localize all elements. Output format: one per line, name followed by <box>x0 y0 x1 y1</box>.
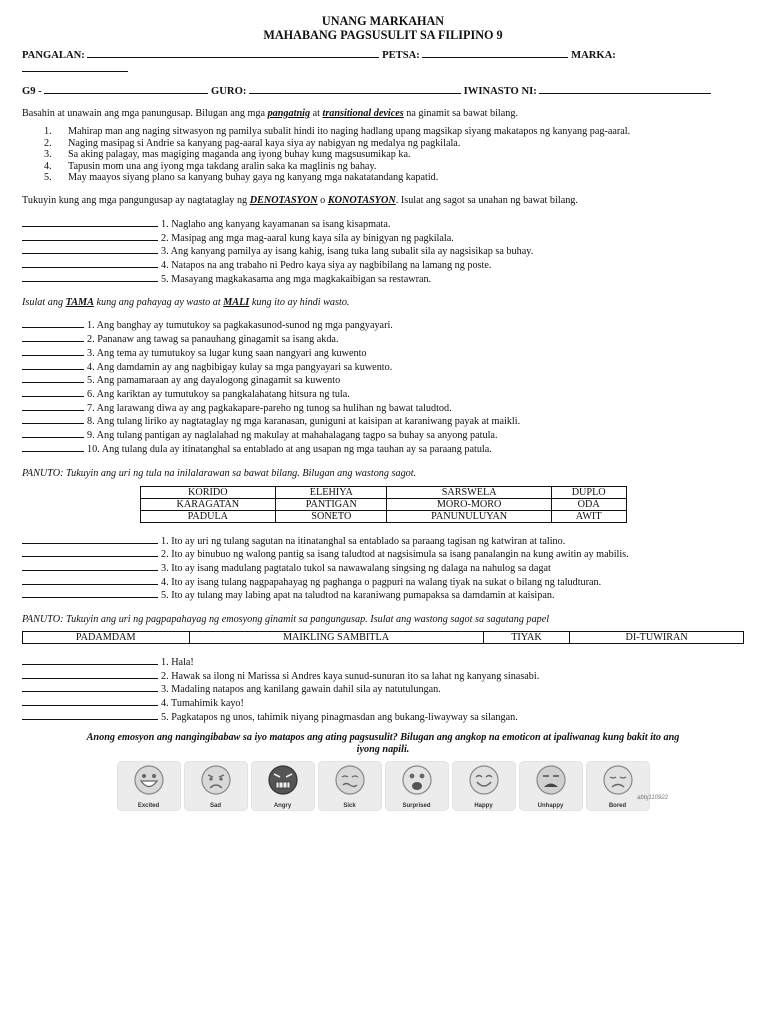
emoticon-sad[interactable] <box>184 761 248 811</box>
emoticon-label: Sick <box>343 802 356 809</box>
answer-blank[interactable] <box>22 534 158 544</box>
table-row <box>23 632 744 644</box>
answer-blank[interactable] <box>22 272 158 282</box>
table-cell: MORO-MORO <box>387 498 551 510</box>
table-cell: SARSWELA <box>387 486 551 498</box>
answer-blank[interactable] <box>22 561 158 571</box>
answer-blank[interactable] <box>22 401 84 411</box>
label-iwinasto: IWINASTO NI: <box>463 86 537 97</box>
answer-blank[interactable] <box>22 387 84 397</box>
emoticon-angry[interactable] <box>251 761 315 811</box>
list-item: 4. Ang damdamin ay ang nagbibigay kulay sa mga pangyayari sa kuwento. <box>22 360 744 374</box>
header-row-2 <box>22 84 744 98</box>
emoticon-label: Sad <box>209 802 221 809</box>
list-item: 1. Ang banghay ay tumutukoy sa pagkakasunod-sunod ng mga pangyayari. <box>22 318 744 332</box>
table-cell: SONETO <box>276 510 387 522</box>
label-marka: MARKA: <box>571 50 616 61</box>
emoticon-label: Surprised <box>402 802 431 809</box>
answer-blank[interactable] <box>22 360 84 370</box>
list-item: 1. Mahirap man ang naging sitwasyon ng pamilya subalit hindi ito naging hadlang upang magsikap siyang makatapos ng kanyang pag-aaral. <box>44 126 631 137</box>
part1-instruction: Basahin at unawain ang mga panungusap. Bilugan ang mga pangatnig at transitional devices na ginamit sa bawat bilang. <box>22 108 519 119</box>
worksheet-page <box>22 14 744 811</box>
answer-blank[interactable] <box>22 669 158 679</box>
list-item: 3. Sa aking palagay, mas magiging maganda ang iyong buhay kung magsusumikap ka. <box>44 149 411 161</box>
emoticon-sick[interactable] <box>318 761 382 811</box>
list-item: 6. Ang kariktan ay tumutukoy sa pangkalahatang hitsura ng tula. <box>22 387 744 401</box>
keyword-denotasyon: DENOTASYON <box>249 194 318 206</box>
list-item: 2. Masipag ang mga mag-aaral kung kaya sila ay binigyan ng pagkilala. <box>22 231 744 245</box>
table-cell: KARAGATAN <box>140 498 276 510</box>
label-g9: G9 - <box>22 86 42 97</box>
emoticon-row <box>22 761 744 811</box>
list-item: 1. Naglaho ang kanyang kayamanan sa isang kisapmata. <box>22 217 744 231</box>
label-petsa: PETSA: <box>382 50 420 61</box>
answer-blank[interactable] <box>22 332 84 342</box>
field-guro[interactable] <box>249 84 461 94</box>
happy-face-icon <box>468 764 500 796</box>
answer-blank[interactable] <box>22 710 158 720</box>
list-item: 3. Ito ay isang madulang pagtatalo tukol sa nawawalang singsing ng dalaga na nahulog sa dagat <box>22 561 744 575</box>
emoticon-label: Excited <box>137 802 160 809</box>
list-item: 5. May maayos siyang plano sa kanyang buhay gaya ng kanyang mga nakatatandang kapatid. <box>44 172 439 184</box>
label-pangalan: PANGALAN: <box>22 50 85 61</box>
field-petsa[interactable] <box>422 48 568 58</box>
list-item: 8. Ang tulang liriko ay nagtataglay ng mga karanasan, guniguni at kaisipan at karaniwang payak at maikli. <box>22 414 744 428</box>
list-item: 3. Ang kanyang pamilya ay isang kahig, isang tuka lang subalit sila ay nagsisikap sa buhay. <box>22 244 744 258</box>
image-credit: abbj110922 <box>637 795 668 801</box>
answer-blank[interactable] <box>22 217 158 227</box>
list-item: 2. Hawak sa ilong ni Marissa si Andres kaya sunud-sunuran ito sa lahat ng kanyang sinasabi. <box>22 669 744 683</box>
list-item: 4. Tumahimik kayo! <box>22 696 744 710</box>
emotion-question: Anong emosyon ang nangingibabaw sa iyo matapos ang ating pagsusulit? Bilugan ang angkop na emoticon at ipaliwanag kung bakit ito ang iyong napili. <box>86 731 680 755</box>
part3-instruction: Isulat ang TAMA kung ang pahayag ay wasto at MALI kung ito ay hindi wasto. <box>22 297 350 309</box>
emoticon-bored[interactable] <box>586 761 650 811</box>
emoticon-unhappy[interactable] <box>519 761 583 811</box>
table-cell: AWIT <box>551 510 626 522</box>
title-pagsusulit: MAHABANG PAGSUSULIT SA FILIPINO 9 <box>263 28 503 42</box>
list-item: 3. Madaling natapos ang kanilang gawain dahil sila ay natutulungan. <box>22 682 744 696</box>
emoticon-happy[interactable] <box>452 761 516 811</box>
table-row <box>140 498 626 510</box>
answer-blank[interactable] <box>22 442 84 452</box>
table-row <box>140 486 626 498</box>
field-iwinasto[interactable] <box>539 84 711 94</box>
list-item: 5. Masayang magkakasama ang mga magkakaibigan sa restawran. <box>22 272 744 286</box>
table-cell: PANTIGAN <box>276 498 387 510</box>
list-item: 4. Natapos na ang trabaho ni Pedro kaya siya ay nagbibilang na lamang ng poste. <box>22 258 744 272</box>
answer-blank[interactable] <box>22 655 158 665</box>
table-cell: PADULA <box>140 510 276 522</box>
keyword-mali: MALI <box>223 297 250 309</box>
list-item: 1. Ito ay uri ng tulang sagutan na itinatanghal sa entablado sa paraang tagisan ng katwiran at talino. <box>22 534 744 548</box>
table-cell: KORIDO <box>140 486 276 498</box>
answer-blank[interactable] <box>22 258 158 268</box>
title-markahan: UNANG MARKAHAN <box>321 14 445 28</box>
emoticon-label: Happy <box>474 802 493 809</box>
answer-blank[interactable] <box>22 231 158 241</box>
table-cell: ODA <box>551 498 626 510</box>
answer-blank[interactable] <box>22 318 84 328</box>
emoticon-surprised[interactable] <box>385 761 449 811</box>
list-item: 3. Ang tema ay tumutukoy sa lugar kung saan nangyari ang kuwento <box>22 346 744 360</box>
part5-list <box>22 655 744 724</box>
answer-blank[interactable] <box>22 696 158 706</box>
answer-blank[interactable] <box>22 682 158 692</box>
unhappy-face-icon <box>535 764 567 796</box>
field-marka[interactable] <box>22 62 128 72</box>
answer-blank[interactable] <box>22 547 158 557</box>
table-cell: DUPLO <box>551 486 626 498</box>
list-item: 2. Naging masipag si Andrie sa kanyang pag-aaral kaya siya ay nabigyan ng medalya ng pagkilala. <box>44 137 461 149</box>
table-cell: DI-TUWIRAN <box>570 632 744 644</box>
sad-face-icon <box>200 764 232 796</box>
surprised-face-icon <box>401 764 433 796</box>
list-item: 5. Ito ay tulang may labing apat na taludtod na karaniwang pumapaksa sa damdamin at kaisipan. <box>22 588 744 602</box>
label-guro: GURO: <box>211 86 247 97</box>
table-row <box>140 510 626 522</box>
part2-instruction: Tukuyin kung ang mga pangungusap ay nagtataglay ng DENOTASYON o KONOTASYON. Isulat ang sagot sa unahan ng bawat bilang. <box>22 194 578 206</box>
part2-list <box>22 217 744 286</box>
emoticon-excited[interactable] <box>117 761 181 811</box>
table-cell: ELEHIYA <box>276 486 387 498</box>
table-cell: PANUNULUYAN <box>387 510 551 522</box>
list-item: 5. Pagkatapos ng unos, tahimik niyang pinagmasdan ang bukang-liwayway sa silangan. <box>22 710 744 724</box>
part5-instruction: PANUTO: Tukuyin ang uri ng pagpapahayag ng emosyong ginamit sa pangungusap. Isulat ang wastong sagot sa sagutang papel <box>22 614 550 626</box>
table-cell: TIYAK <box>483 632 570 644</box>
sick-face-icon <box>334 764 366 796</box>
answer-blank[interactable] <box>22 588 158 598</box>
emosyon-choices-table <box>22 631 744 644</box>
emoticon-label: Bored <box>608 802 627 809</box>
answer-blank[interactable] <box>22 414 84 424</box>
keyword-pangatnig: pangatnig <box>267 108 311 119</box>
answer-blank[interactable] <box>22 244 158 254</box>
answer-blank[interactable] <box>22 428 84 438</box>
emoticon-label: Unhappy <box>537 802 564 809</box>
list-item: 10. Ang tulang dula ay itinatanghal sa entablado at ang usapan ng mga tauhan ay sa paraang patula. <box>22 442 744 456</box>
table-cell: MAIKLING SAMBITLA <box>189 632 483 644</box>
keyword-tama: TAMA <box>65 297 94 309</box>
excited-face-icon <box>133 764 165 796</box>
answer-blank[interactable] <box>22 575 158 585</box>
part4-list <box>22 534 744 603</box>
header-row-1 <box>22 48 744 76</box>
answer-blank[interactable] <box>22 346 84 356</box>
angry-face-icon <box>267 764 299 796</box>
answer-blank[interactable] <box>22 373 84 383</box>
list-item: 4. Ito ay isang tulang nagpapahayag ng paghanga o pagpuri na walang tiyak na sukat o bilang ng taludturan. <box>22 575 744 589</box>
emoticon-label: Angry <box>273 802 292 809</box>
list-item: 9. Ang tulang pantigan ay naglalahad ng makulay at mahahalagang tagpo sa buhay sa anyong patula. <box>22 428 744 442</box>
part4-instruction: PANUTO: Tukuyin ang uri ng tula na inilalarawan sa bawat bilang. Bilugan ang wastong sagot. <box>22 467 417 479</box>
field-seksyon[interactable] <box>44 84 208 94</box>
list-item: 7. Ang larawang diwa ay ang pagkakapare-pareho ng tunog sa hulihan ng bawat taludtod. <box>22 401 744 415</box>
list-item: 4. Tapusin mom una ang iyong mga takdang aralin saka ka maglinis ng bahay. <box>44 160 377 172</box>
tula-choices-table <box>140 486 627 523</box>
list-item: 2. Pananaw ang tawag sa panauhang ginagamit sa isang akda. <box>22 332 744 346</box>
part3-list <box>22 318 744 455</box>
field-pangalan[interactable] <box>87 48 379 58</box>
keyword-konotasyon: KONOTASYON <box>327 194 396 206</box>
list-item: 2. Ito ay binubuo ng walong pantig sa isang taludtod at nagsisimula sa isang panalangin na kung awitin ay mabilis. <box>22 547 744 561</box>
bored-face-icon <box>602 764 634 796</box>
list-item: 5. Ang pamamaraan ay ang dayalogong ginagamit sa kuwento <box>22 373 744 387</box>
table-cell: PADAMDAM <box>23 632 190 644</box>
keyword-transitional-devices: transitional devices <box>322 108 404 119</box>
list-item: 1. Hala! <box>22 655 744 669</box>
part1-list <box>22 126 744 184</box>
